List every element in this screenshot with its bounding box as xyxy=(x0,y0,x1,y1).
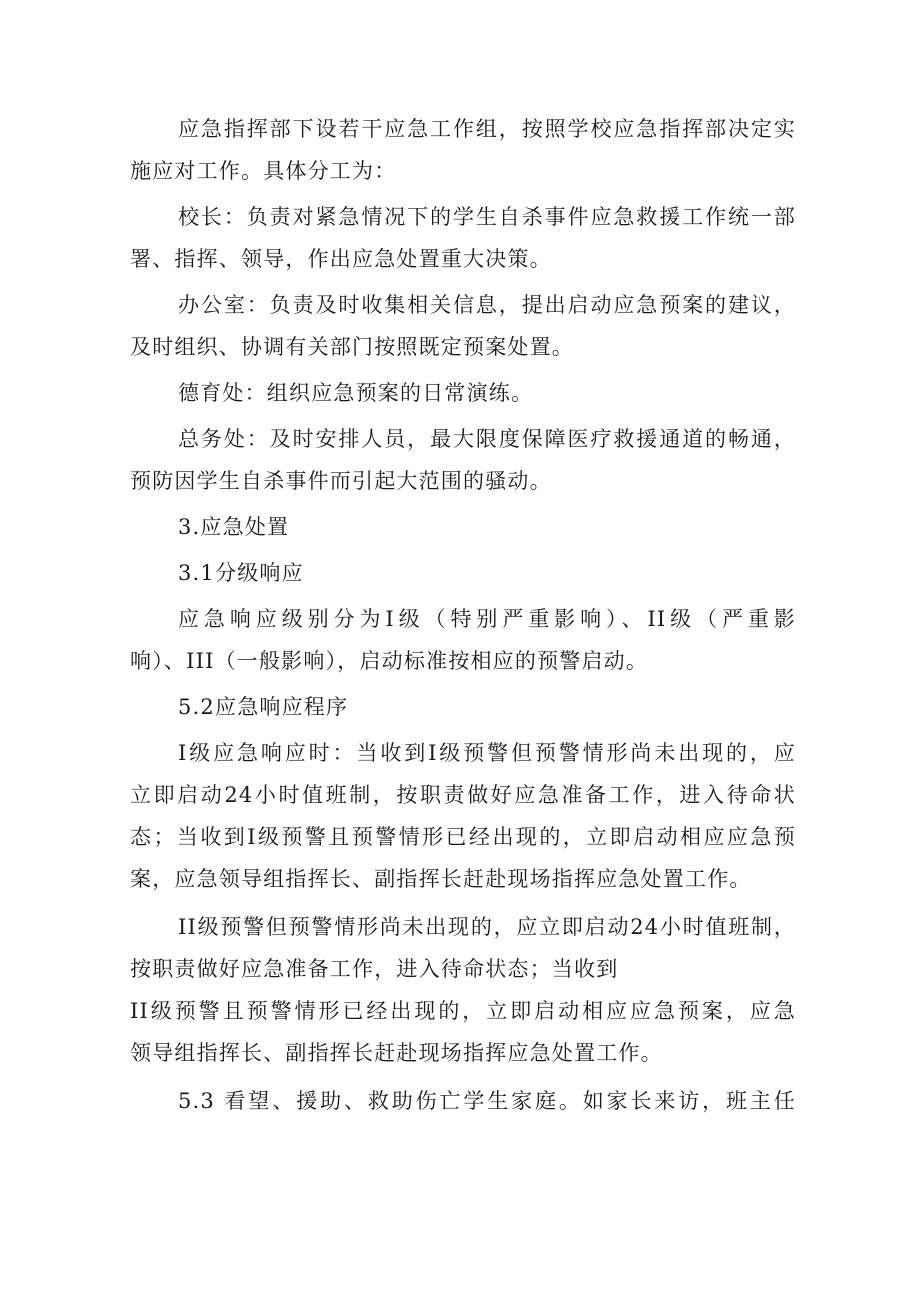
paragraph-line: 办公室：负责及时收集相关信息，提出启动应急预案的建议， xyxy=(178,293,796,317)
paragraph-line: 预防因学生自杀事件而引起大范围的骚动。 xyxy=(130,469,552,493)
paragraph-line: 响）、III（一般影响），启动标准按相应的预警启动。 xyxy=(130,649,649,673)
paragraph-line: II级预警但预警情形尚未出现的，应立即启动24小时值班制， xyxy=(178,915,796,939)
section-heading: 3.应急处置 xyxy=(178,515,290,539)
document-body xyxy=(130,108,796,1122)
paragraph-line: 立即启动24小时值班制，按职责做好应急准备工作，进入待命状 xyxy=(130,783,796,807)
paragraph-line: 总务处：及时安排人员，最大限度保障医疗救援通道的畅通， xyxy=(178,427,796,451)
paragraph-line: 应急响应级别分为Ⅰ级（特别严重影响）、II级（严重影 xyxy=(178,607,796,631)
paragraph-line: 署、指挥、领导，作出应急处置重大决策。 xyxy=(130,247,552,271)
paragraph-line: 应急指挥部下设若干应急工作组，按照学校应急指挥部决定实 xyxy=(178,117,796,141)
section-heading: 5.2应急响应程序 xyxy=(178,695,349,719)
paragraph-line: 德育处：组织应急预案的日常演练。 xyxy=(178,381,534,405)
paragraph-line: II级预警且预警情形已经出现的，立即启动相应应急预案，应急 xyxy=(130,999,796,1023)
paragraph-line: 校长：负责对紧急情况下的学生自杀事件应急救援工作统一部 xyxy=(178,205,796,229)
paragraph-line: 态；当收到Ⅰ级预警且预警情形已经出现的，立即启动相应应急预 xyxy=(130,825,796,849)
section-heading: 3.1分级响应 xyxy=(178,561,304,585)
paragraph-line: Ⅰ级应急响应时：当收到Ⅰ级预警但预警情形尚未出现的，应 xyxy=(178,741,796,765)
paragraph-line: 及时组织、协调有关部门按照既定预案处置。 xyxy=(130,335,574,359)
paragraph-line: 领导组指挥长、副指挥长赶赴现场指挥应急处置工作。 xyxy=(130,1041,663,1065)
paragraph-line: 5.3 看望、援助、救助伤亡学生家庭。如家长来访，班主任 xyxy=(178,1089,796,1113)
paragraph-line: 案，应急领导组指挥长、副指挥长赶赴现场指挥应急处置工作。 xyxy=(130,867,752,891)
paragraph-line: 施应对工作。具体分工为： xyxy=(130,159,397,183)
paragraph-line: 按职责做好应急准备工作，进入待命状态；当收到 xyxy=(130,957,619,981)
